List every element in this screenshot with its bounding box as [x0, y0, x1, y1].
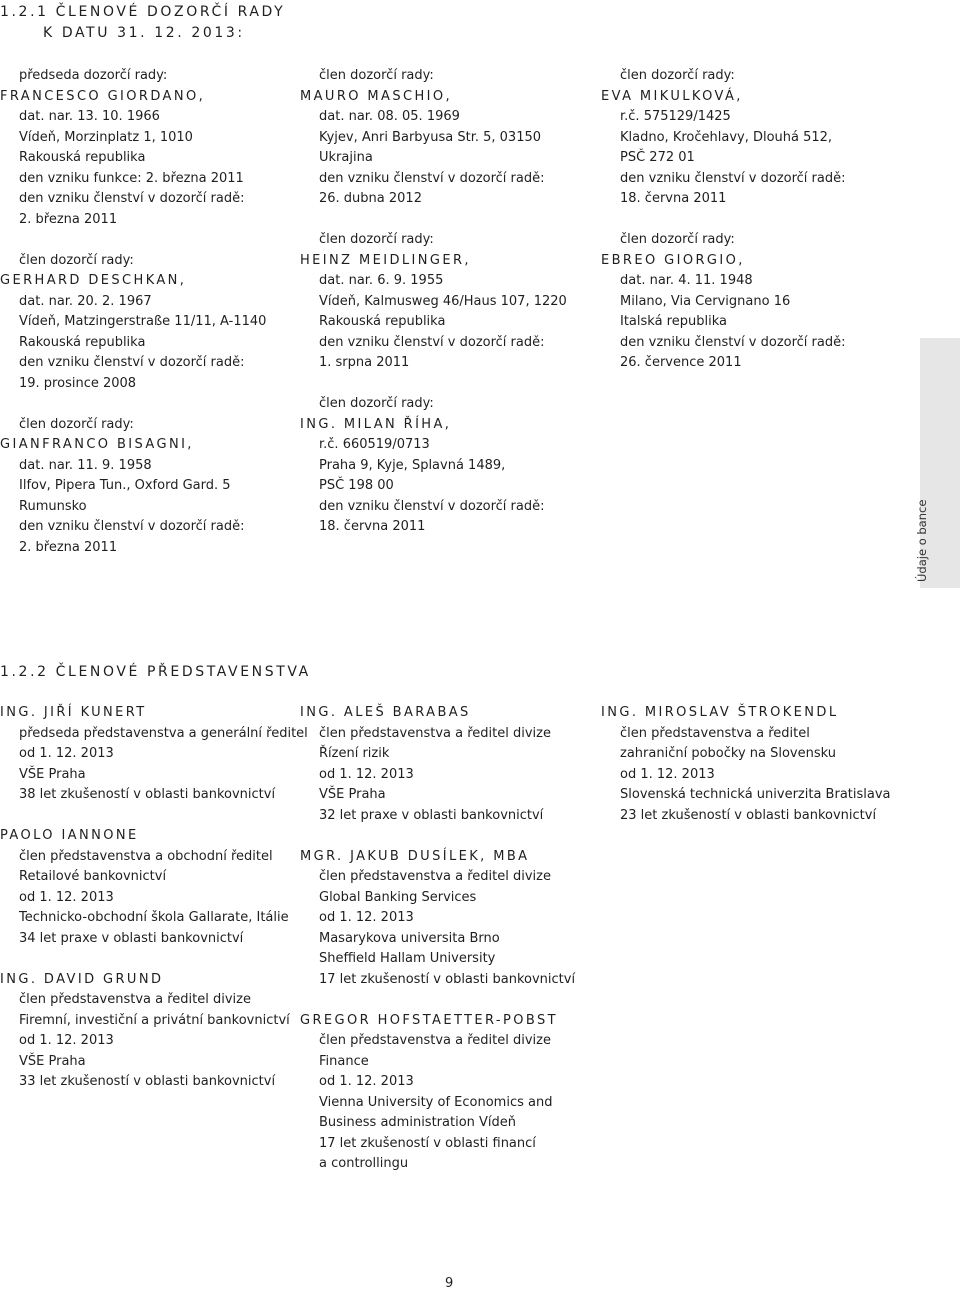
member-detail: r.č. 575129/1425 — [620, 109, 731, 124]
member-detail: Rakouská republika — [319, 314, 446, 329]
spacer — [19, 806, 308, 827]
member-detail: Rakouská republika — [19, 334, 146, 350]
member-name: GIANFRANCO BISAGNI, — [0, 437, 194, 452]
board-column-2 — [300, 703, 576, 1175]
member-detail: 1. srpna 2011 — [319, 355, 410, 370]
member-detail: od 1. 12. 2013 — [19, 1033, 114, 1048]
member-name: HEINZ MEIDLINGER, — [300, 252, 471, 268]
member-detail: člen představenstva a ředitel divize — [319, 725, 551, 741]
member-detail: 33 let zkušeností v oblasti bankovnictví — [19, 1074, 276, 1089]
member-detail: Vienna University of Economics and — [319, 1094, 553, 1110]
member-detail: 2. března 2011 — [19, 539, 118, 555]
member-name: EBREO GIORGIO, — [601, 252, 745, 268]
member-detail: člen představenstva a ředitel divize — [19, 992, 251, 1007]
spacer — [620, 210, 846, 231]
member-detail: VŠE Praha — [19, 1053, 86, 1069]
member-detail: od 1. 12. 2013 — [19, 746, 114, 761]
member-role: člen dozorčí rady: — [19, 416, 134, 432]
member-name: GREGOR HOFSTAETTER-POBST — [300, 1012, 558, 1028]
spacer — [19, 949, 308, 970]
member-name: ING. MIROSLAV ŠTROKENDL — [601, 705, 839, 720]
member-detail: od 1. 12. 2013 — [319, 910, 414, 925]
member-detail: 2. března 2011 — [19, 211, 118, 227]
supervisory-column-1 — [0, 66, 267, 558]
member-role: člen dozorčí rady: — [319, 68, 434, 83]
member-detail: Ukrajina — [319, 150, 373, 165]
member-detail: 34 let praxe v oblasti bankovnictví — [19, 930, 244, 946]
member-detail: Praha 9, Kyje, Splavná 1489, — [319, 457, 506, 473]
side-section-tab: Údaje o bance — [920, 338, 960, 588]
member-detail: Řízení rizik — [319, 746, 390, 761]
member-detail: Kladno, Kročehlavy, Dlouhá 512, — [620, 129, 833, 145]
member-detail: Kyjev, Anri Barbyusa Str. 5, 03150 — [319, 129, 542, 145]
member-detail: VŠE Praha — [319, 787, 386, 802]
member-name: ING. ALEŠ BARABAS — [300, 705, 471, 720]
supervisory-column-2 — [300, 66, 567, 538]
page-number: 9 — [445, 1276, 454, 1291]
member-detail: Rakouská republika — [19, 150, 146, 165]
member-detail: Business administration Vídeň — [319, 1115, 517, 1130]
spacer — [19, 394, 266, 415]
member-name: GERHARD DESCHKAN, — [0, 273, 187, 288]
supervisory-heading-line2: K DATU 31. 12. 2013: — [43, 24, 245, 41]
member-detail: 19. prosince 2008 — [19, 375, 137, 391]
member-detail: r.č. 660519/0713 — [319, 437, 430, 452]
member-detail: 23 let zkušeností v oblasti bankovnictví — [620, 807, 877, 823]
member-detail: 38 let zkušeností v oblasti bankovnictví — [19, 787, 276, 802]
member-detail: PSČ 198 00 — [319, 478, 394, 493]
member-detail: Firemní, investiční a privátní bankovnictví — [19, 1012, 290, 1028]
spacer — [319, 826, 575, 847]
member-name: EVA MIKULKOVÁ, — [601, 88, 743, 104]
member-detail: od 1. 12. 2013 — [319, 766, 414, 782]
member-detail: zahraniční pobočky na Slovensku — [620, 746, 836, 761]
member-name: MAURO MASCHIO, — [300, 88, 453, 104]
board-column-3 — [601, 703, 891, 826]
member-detail: den vzniku členství v dozorčí radě: — [19, 191, 245, 206]
board-heading: 1.2.2 ČLENOVÉ PŘEDSTAVENSTVA — [0, 664, 311, 680]
member-role: předseda dozorčí rady: — [19, 68, 168, 83]
board-column-1 — [0, 703, 308, 1093]
member-detail: od 1. 12. 2013 — [620, 766, 715, 782]
member-detail: VŠE Praha — [19, 766, 86, 782]
member-detail: Technicko-obchodní škola Gallarate, Itálie — [19, 910, 289, 925]
member-detail: člen představenstva a ředitel — [620, 725, 810, 741]
member-detail: Masarykova universita Brno — [319, 930, 500, 946]
member-detail: Finance — [319, 1053, 369, 1069]
member-detail: den vzniku funkce: 2. března 2011 — [19, 170, 244, 186]
supervisory-heading-line1: 1.2.1 ČLENOVÉ DOZORČÍ RADY — [0, 4, 286, 20]
member-detail: Sheffield Hallam University — [319, 951, 496, 966]
member-detail: člen představenstva a ředitel divize — [319, 869, 551, 884]
member-detail: dat. nar. 20. 2. 1967 — [19, 293, 152, 309]
member-name: PAOLO IANNONE — [0, 828, 139, 843]
member-name: ING. DAVID GRUND — [0, 971, 164, 987]
member-role: člen dozorčí rady: — [620, 68, 735, 83]
member-detail: dat. nar. 08. 05. 1969 — [319, 109, 460, 124]
member-detail: Ilfov, Pipera Tun., Oxford Gard. 5 — [19, 478, 231, 493]
supervisory-heading — [0, 2, 285, 43]
member-detail: Vídeň, Matzingerstraße 11/11, A-1140 — [19, 314, 267, 329]
member-detail: den vzniku členství v dozorčí radě: — [319, 498, 545, 514]
spacer — [19, 230, 266, 251]
member-detail: 17 let zkušeností v oblasti bankovnictví — [319, 971, 576, 987]
member-role: člen dozorčí rady: — [19, 252, 134, 268]
member-detail: předseda představenstva a generální ředitel — [19, 725, 308, 741]
member-detail: den vzniku členství v dozorčí radě: — [620, 334, 846, 350]
member-detail: Rumunsko — [19, 498, 87, 514]
member-detail: den vzniku členství v dozorčí radě: — [19, 519, 245, 534]
member-detail: den vzniku členství v dozorčí radě: — [319, 170, 545, 186]
member-detail: 32 let praxe v oblasti bankovnictví — [319, 807, 544, 823]
spacer — [319, 374, 567, 395]
member-name: ING. JIŘÍ KUNERT — [0, 705, 147, 720]
member-detail: dat. nar. 4. 11. 1948 — [620, 273, 753, 288]
member-detail: Global Banking Services — [319, 889, 477, 905]
member-detail: Milano, Via Cervignano 16 — [620, 293, 791, 309]
member-name: FRANCESCO GIORDANO, — [0, 88, 206, 104]
member-detail: den vzniku členství v dozorčí radě: — [319, 334, 545, 350]
member-detail: 26. dubna 2012 — [319, 191, 422, 206]
member-detail: člen představenstva a ředitel divize — [319, 1033, 551, 1048]
member-detail: Slovenská technická univerzita Bratislava — [620, 787, 891, 802]
member-detail: dat. nar. 13. 10. 1966 — [19, 109, 160, 124]
member-detail: 26. července 2011 — [620, 355, 742, 370]
member-role: člen dozorčí rady: — [319, 232, 434, 247]
member-detail: 18. června 2011 — [319, 519, 426, 534]
member-detail: Vídeň, Morzinplatz 1, 1010 — [19, 129, 193, 145]
member-role: člen dozorčí rady: — [620, 232, 735, 247]
member-detail: a controllingu — [319, 1156, 409, 1171]
spacer — [319, 210, 567, 231]
member-detail: Vídeň, Kalmusweg 46/Haus 107, 1220 — [319, 293, 567, 309]
member-detail: den vzniku členství v dozorčí radě: — [19, 355, 245, 370]
member-detail: dat. nar. 6. 9. 1955 — [319, 273, 444, 288]
member-detail: den vzniku členství v dozorčí radě: — [620, 170, 846, 186]
member-detail: 18. června 2011 — [620, 191, 727, 206]
member-detail: Italská republika — [620, 314, 727, 329]
member-role: člen dozorčí rady: — [319, 396, 434, 411]
member-name: ING. MILAN ŘÍHA, — [300, 416, 452, 432]
member-detail: dat. nar. 11. 9. 1958 — [19, 457, 152, 473]
member-detail: 17 let zkušeností v oblasti financí — [319, 1135, 536, 1151]
member-detail: Retailové bankovnictví — [19, 869, 167, 884]
spacer — [319, 990, 575, 1011]
member-detail: člen představenstva a obchodní ředitel — [19, 848, 273, 864]
member-detail: od 1. 12. 2013 — [19, 889, 114, 905]
supervisory-column-3 — [601, 66, 846, 374]
member-detail: od 1. 12. 2013 — [319, 1074, 414, 1089]
member-detail: PSČ 272 01 — [620, 150, 695, 165]
member-name: MGR. JAKUB DUSÍLEK, MBA — [300, 848, 530, 864]
